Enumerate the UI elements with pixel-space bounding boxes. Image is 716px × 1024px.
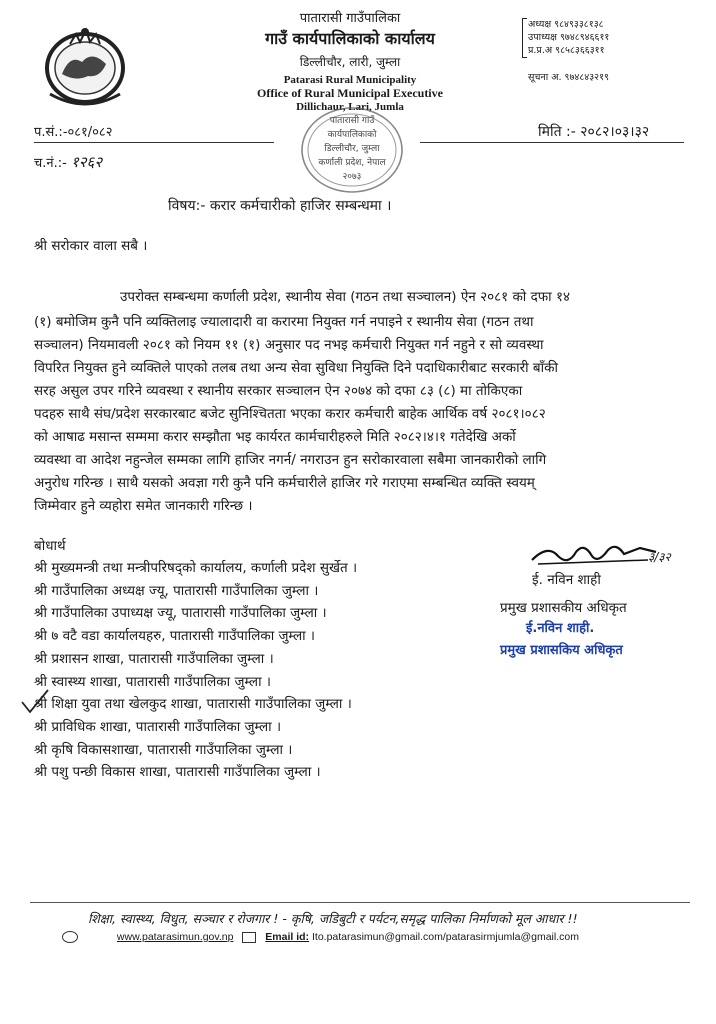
email-label: Email id: (265, 931, 310, 943)
ps-label: प.सं.:- (34, 125, 68, 140)
office-name: गाउँ कार्यपालिकाको कार्यालय (265, 29, 435, 48)
stamp-line-3: डिल्लीचौर, जुम्ला (324, 144, 380, 154)
body-line-1: उपरोक्त सम्बन्धमा कर्णाली प्रदेश, स्थानीय सेवा (गठन तथा सञ्चालन) ऐन २०८१ को दफा १४ (120, 289, 571, 305)
list-item: श्री ७ वटै वडा कार्यालयहरु, पातारासी गाउँपालिका जुम्ला । (34, 628, 316, 645)
municipality-name-en: Patarasi Rural Municipality (283, 74, 417, 86)
letterhead (200, 8, 500, 113)
list-item: श्री स्वास्थ्य शाखा, पातारासी गाउँपालिका जुम्ला । (34, 673, 271, 690)
contact-numbers (528, 18, 609, 84)
cc-list (34, 557, 357, 784)
date-label: मिति :- (538, 124, 576, 140)
header-divider-left (34, 142, 274, 143)
stamp-line-4: कर्णाली प्रदेश, नेपाल (318, 158, 386, 168)
contact-bracket (522, 18, 527, 58)
phone-info-officer: सूचना अ. ९७४८४३२१९ (528, 72, 609, 83)
list-item: श्री पशु पन्छी विकास शाखा, पातारासी गाउँपालिका जुम्ला । (34, 764, 321, 781)
list-item: श्री मुख्यमन्त्री तथा मन्त्रीपरिषद्को कार्यालय, कर्णाली प्रदेश सुर्खेत । (34, 560, 358, 576)
footer-divider (30, 902, 690, 903)
body-line-4: विपरित नियुक्त हुने व्यक्तिले पाएको तलब तथा अन्य सेवा सुविधा नियुक्ति दिने पदाधिकारीबाट सरकारी बाँकी (34, 360, 558, 376)
list-item: श्री कृषि विकासशाखा, पातारासी गाउँपालिका जुम्ला । (34, 741, 293, 758)
dispatch-number (34, 152, 102, 172)
body-line-8: व्यवस्था वा आदेश नहुन्जेल सम्मका लागि हाजिर नगर्न/ नगराउन हुन सरोकारवाला सबैमा जानकारीको लागि (34, 452, 547, 468)
list-item: श्री प्रशासन शाखा, पातारासी गाउँपालिका जुम्ला । (34, 650, 274, 667)
ps-value: ०८१/०८२ (67, 125, 113, 140)
phone-vice-chair: उपाध्यक्ष ९७४८९४६६११ (528, 32, 610, 43)
office-stamp (298, 104, 406, 196)
cn-label: च.नं.:- (34, 156, 67, 171)
body-line-5: सरह असुल उपर गरिने व्यवस्था र स्थानीय सरकार सञ्चालन ऐन २०७४ को दफा ८३ (८) मा तोकिएका (34, 383, 523, 399)
body-line-7: को आषाढ मसान्त सम्ममा करार सम्झौता भइ कार्यरत कार्मचारीहरुले मिति २०८२।४।१ गतेदेखि अर्को (34, 429, 516, 445)
phone-chairperson: अध्यक्ष ९८४९३३८१३८ (528, 19, 604, 30)
cn-value: १२६२ (70, 153, 103, 171)
footer-slogan: शिक्षा, स्वास्थ्य, विधुत, सञ्चार र रोजगार ! - कृषि, जडिबुटी र पर्यटन,समृद्ध पालिका निर्माणको मूल आधार !! (88, 911, 578, 926)
body-line-3: सञ्चालन) नियमावली २०८१ को नियम ११ (१) अनुसार पद नभइ कर्मचारी नियुक्त गर्न नहुने र सो व्यवस्था (34, 337, 544, 353)
header-divider-right (420, 142, 684, 143)
list-item: श्री शिक्षा युवा तथा खेलकुद शाखा, पातारासी गाउँपालिका जुम्ला । (34, 696, 352, 713)
body-line-6: पदहरु साथै संघ/प्रदेश सरकारबाट बजेट सुनिश्चितता भएका करार कर्मचारी बाहेक आर्थिक वर्ष २०८१।०८२ (34, 406, 546, 422)
stamp-signatory-name: ई.नविन शाही. (526, 621, 595, 636)
signatory-title: प्रमुख प्रशासकीय अधिकृत (500, 600, 627, 616)
phone-cao: प्र.प्र.अ ९८५८३६६३११ (528, 45, 605, 56)
globe-icon (62, 931, 78, 943)
date-value: २०८२।०३।३२ (580, 124, 650, 140)
body-line-2: (१) बमोजिम कुनै पनि व्यक्तिलाइ ज्यालादारी वा करारमा नियुक्त गर्न नपाइने र स्थानीय सेवा (गठन तथा (34, 314, 534, 330)
list-item: श्री गाउँपालिका अध्यक्ष ज्यू, पातारासी गाउँपालिका जुम्ला । (34, 582, 319, 599)
body-line-9: अनुरोध गरिन्छ । साथै यसको अवज्ञा गरी कुनै पनि कर्मचारीले हाजिर गरे गराएमा सम्बन्धित व्यक्ति स्वयम् (34, 475, 535, 491)
tick-mark-icon (18, 688, 52, 718)
office-address-en: Dillichaur, Lari, Jumla (296, 101, 404, 113)
office-name-en: Office of Rural Municipal Executive (257, 86, 443, 100)
cc-title: बोधार्थ (34, 538, 66, 554)
office-address: डिल्लीचौर, लारी, जुम्ला (299, 55, 401, 69)
subject-line: विषय:- करार कर्मचारीको हाजिर सम्बन्धमा । (168, 198, 392, 214)
municipality-name: पातारासी गाउँपालिका (299, 11, 401, 26)
email-link[interactable]: Ito.patarasimun@gmail.com/patarasirmjumla@gmail.com (311, 931, 579, 943)
reference-number (34, 122, 112, 140)
list-item: श्री प्राविधिक शाखा, पातारासी गाउँपालिका जुम्ला । (34, 718, 282, 735)
body-line-10: जिम्मेवार हुने व्यहोरा समेत जानकारी गरिन्छ । (34, 498, 253, 514)
footer-contacts (62, 931, 579, 943)
stamp-line-1: पातारासी गाउँ (329, 116, 375, 126)
signature-date: ३/३२ (648, 550, 671, 564)
stamp-line-2: कार्यपालिकाको (327, 130, 377, 140)
website-link[interactable]: www.patarasimun.gov.np (116, 931, 234, 943)
stamp-signatory-title: प्रमुख प्रशासकिय अधिकृत (500, 643, 623, 658)
mail-icon (242, 932, 256, 943)
signatory-name: ई. नविन शाही (532, 572, 601, 588)
stamp-line-5: २०७३ (342, 172, 362, 182)
list-item: श्री गाउँपालिका उपाध्यक्ष ज्यू, पातारासी गाउँपालिका जुम्ला । (34, 605, 327, 622)
salutation: श्री सरोकार वाला सबै । (34, 238, 148, 254)
nepal-emblem-icon (40, 24, 130, 108)
letter-date (538, 122, 649, 141)
